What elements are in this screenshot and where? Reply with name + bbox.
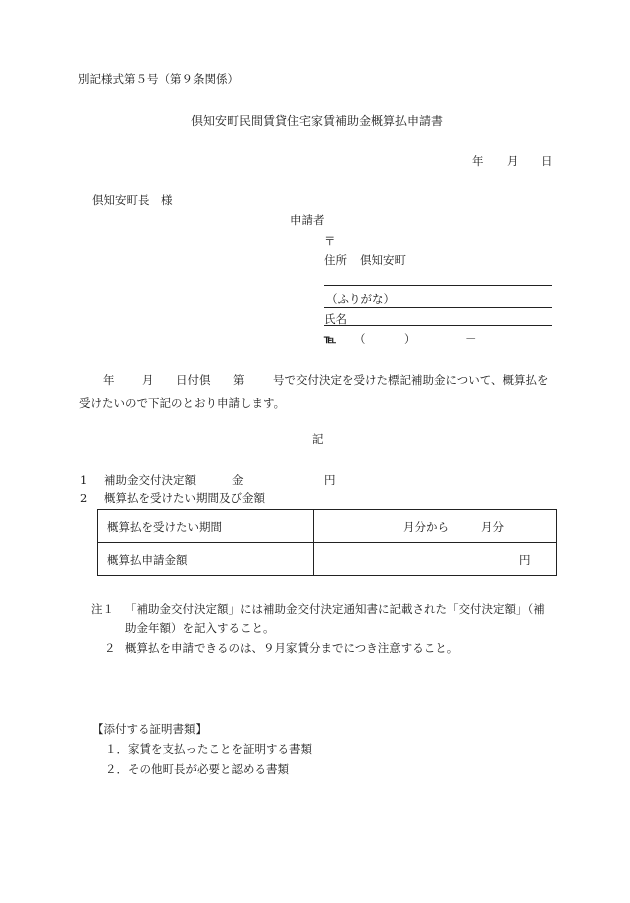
- form-number: 別記様式第５号（第９条関係）: [78, 72, 239, 86]
- furigana-label: （ふりがな）: [326, 292, 395, 306]
- date-day-label: 日: [541, 154, 553, 168]
- date-month-label: 月: [507, 154, 519, 168]
- addressee: 倶知安町長 様: [92, 193, 173, 207]
- name-underline: [324, 325, 552, 326]
- body-month: 月: [142, 373, 154, 387]
- address-label: 住所: [324, 253, 347, 267]
- amount-unit: 円: [519, 553, 531, 567]
- body-date-ref: 日付倶: [176, 373, 211, 387]
- attachment-item-1: １．家賃を支払ったことを証明する書類: [105, 742, 312, 756]
- item-1-label: 補助金交付決定額: [104, 473, 196, 487]
- attachments-heading: 【添付する証明書類】: [92, 722, 207, 736]
- period-from-label: 月分から: [403, 520, 449, 534]
- body-line2-text: 受けたいので下記のとおり申請します。: [79, 396, 286, 410]
- amount-value-cell: [314, 543, 557, 576]
- notes-head: 注１: [91, 602, 114, 616]
- item-2-number: 2: [80, 491, 88, 505]
- amount-label: 概算払申請金額: [107, 553, 188, 567]
- amount-label-cell: [98, 543, 314, 576]
- postal-mark: 〒: [324, 234, 336, 248]
- document-title: 倶知安町民間賃貸住宅家賃補助金概算払申請書: [191, 114, 444, 128]
- date-year-label: 年: [472, 154, 484, 168]
- table-row: [98, 543, 557, 576]
- period-to-label: 月分: [481, 520, 504, 534]
- note-2-number: ２: [104, 641, 116, 655]
- period-label: 概算払を受けたい期間: [107, 520, 222, 534]
- body-line1-text: 号で交付決定を受けた標記補助金について、概算払を: [273, 373, 549, 387]
- period-amount-table: [97, 509, 557, 576]
- item-1-prefix: 金: [232, 473, 244, 487]
- name-label: 氏名: [324, 312, 347, 326]
- tel-open-paren: （: [354, 332, 366, 346]
- note-1-line-2: 助金年額）を記入すること。: [125, 621, 275, 635]
- table-row: [98, 510, 557, 543]
- note-2-text: 概算払を申請できるのは、９月家賃分までにつき注意すること。: [125, 641, 459, 655]
- period-label-cell: [98, 510, 314, 543]
- applicant-label: 申請者: [290, 213, 325, 227]
- item-1-unit: 円: [324, 473, 336, 487]
- item-2-label: 概算払を受けたい期間及び金額: [104, 491, 265, 505]
- period-value-cell: [314, 510, 557, 543]
- note-1-line-1: 「補助金交付決定額」には補助金交付決定通知書に記載された「交付決定額」（補: [125, 602, 545, 616]
- address-underline: [324, 285, 552, 286]
- tel-dash: －: [465, 332, 477, 346]
- tel-label: ℡: [324, 332, 337, 346]
- item-1-number: 1: [80, 473, 88, 487]
- address-value: 倶知安町: [360, 253, 406, 267]
- body-year: 年: [103, 373, 115, 387]
- furigana-underline: [324, 307, 552, 308]
- tel-close-paren: ）: [404, 332, 416, 346]
- body-number-prefix: 第: [233, 373, 245, 387]
- ki-marker: 記: [312, 432, 324, 446]
- attachment-item-2: ２．その他町長が必要と認める書類: [105, 762, 289, 776]
